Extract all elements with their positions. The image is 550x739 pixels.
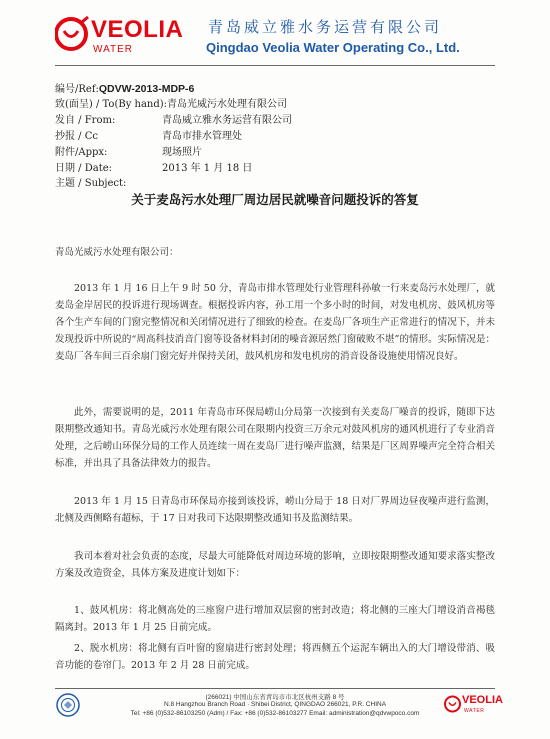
- paragraph-2: 此外，需要说明的是，2011 年青岛市环保局崂山分局第一次接到有关麦岛厂噪音的投诉，随即下达限期整改通知书。青岛光威污水处理有限公司在限期内投资三万余元对鼓风机房的通风机进行了专业消音处理，之后崂山环保分局的工作人员连续一周在麦岛厂进行噪声监测，结果是厂区周界噪声完全符合相关标准，并出具了具备法律效力的报告。: [55, 407, 495, 469]
- footer-divider: [55, 688, 495, 689]
- date-value: 2013 年 1 月 18 日: [162, 163, 253, 174]
- meta-cc: [55, 127, 242, 142]
- header-divider: [55, 65, 495, 66]
- subject-title: 关于麦岛污水处理厂周边居民就噪音问题投诉的答复: [131, 192, 419, 207]
- paragraph-3: 2013 年 1 月 15 日青岛市环保局亦接到该投诉，崂山分局于 18 日对厂界周边昼夜噪声进行监测，北侧及西侧略有超标，于 17 日对我司下达限期整改通知书及监测结果。: [55, 496, 495, 524]
- footer-contact: Tel: +86 (0)532-86103250 (Adm) / Fax: +86 (0)532-86103277 Email: administration@qdvwpoco.com: [130, 710, 420, 717]
- paragraph-4: 我司本着对社会负责的态度，尽最大可能降低对周边环境的影响，立即按限期整改通知要求落实整改方案及改造资金，具体方案及进度计划如下：: [55, 551, 495, 579]
- company-name-en: Qingdao Veolia Water Operating Co., Ltd.: [206, 40, 460, 55]
- paragraph-5: 1、鼓风机房：将北侧高处的三座窗户进行增加双层窗的密封改造；将北侧的三座大门增设消音褐毯隔离封。2013 年 1 月 25 日前完成。: [55, 605, 495, 633]
- from-value: 青岛威立雅水务运营有限公司: [162, 115, 292, 126]
- appx-label: 附件/Appx:: [55, 147, 108, 158]
- meta-from: [55, 111, 292, 126]
- cc-value: 青岛市排水管理处: [162, 131, 242, 142]
- appx-value: 现场照片: [162, 147, 202, 158]
- to-label: 致(面呈) / To(By hand):: [55, 99, 168, 110]
- meta-to: [55, 95, 287, 110]
- veolia-emblem-icon: [444, 694, 462, 714]
- cc-label: 抄报 / Cc: [55, 131, 98, 142]
- ref-label: 编号/Ref:: [55, 84, 99, 95]
- meta-subject: [55, 174, 126, 189]
- logo-subtext: WATER: [93, 44, 133, 55]
- company-name-cn: 青岛威立雅水务运营有限公司: [208, 18, 443, 36]
- veolia-logo: [55, 14, 185, 60]
- meta-appx: [55, 143, 202, 158]
- footer-veolia-logo: [444, 692, 514, 722]
- footer-address-en: N.8 Hangzhou Branch Road · Shibei District, QINGDAO 266021, P.R. CHINA: [163, 701, 387, 708]
- paragraph-6: 2、脱水机房：将北侧有百叶窗的窗扇进行密封处理；将西侧五个运泥车辆出入的大门增设带消、吸音功能的卷帘门。2013 年 2 月 28 日前完成。: [55, 643, 495, 671]
- footer-logo-wordmark: VEOLIA: [462, 694, 503, 706]
- meta-date: [55, 159, 253, 174]
- veolia-emblem-icon: [55, 14, 89, 54]
- to-value: 青岛光威污水处理有限公司: [167, 99, 288, 110]
- paragraph-1: 2013 年 1 月 16 日上午 9 时 50 分，青岛市排水管理处行业管理科孙敏一行来麦岛污水处理厂，就麦岛金岸居民的投诉进行现场调查。根据投诉内容，孙工用一个多小时的时间，对发电机房、鼓风机房等各个生产车间的门窗完整情况和关闭情况进行了细致的检查。在麦岛厂各项生产正常进行的情况下，并未发现投诉中所说的“周高科技消音门窗等设备材料封闭的噪音源居然门窗破败不堪”的情形。实际情况是：麦岛厂各车间三百余扇门窗完好并保持关闭，鼓风机房和发电机房的消音设备设施使用情况良好。: [55, 283, 495, 362]
- salutation: 青岛光威污水处理有限公司：: [55, 247, 179, 258]
- ref-value: QDVW-2013-MDP-6: [98, 83, 195, 95]
- meta-ref: [55, 80, 194, 95]
- subject-label: 主题 / Subject:: [55, 178, 127, 189]
- from-label: 发自 / From:: [55, 115, 116, 126]
- date-label: 日期 / Date:: [55, 163, 113, 174]
- footer-logo-subtext: WATER: [464, 708, 485, 714]
- footer-address-cn: (266021) 中国山东省青岛市市北区杭州支路 8 号: [205, 694, 345, 701]
- logo-wordmark: VEOLIA: [91, 16, 184, 43]
